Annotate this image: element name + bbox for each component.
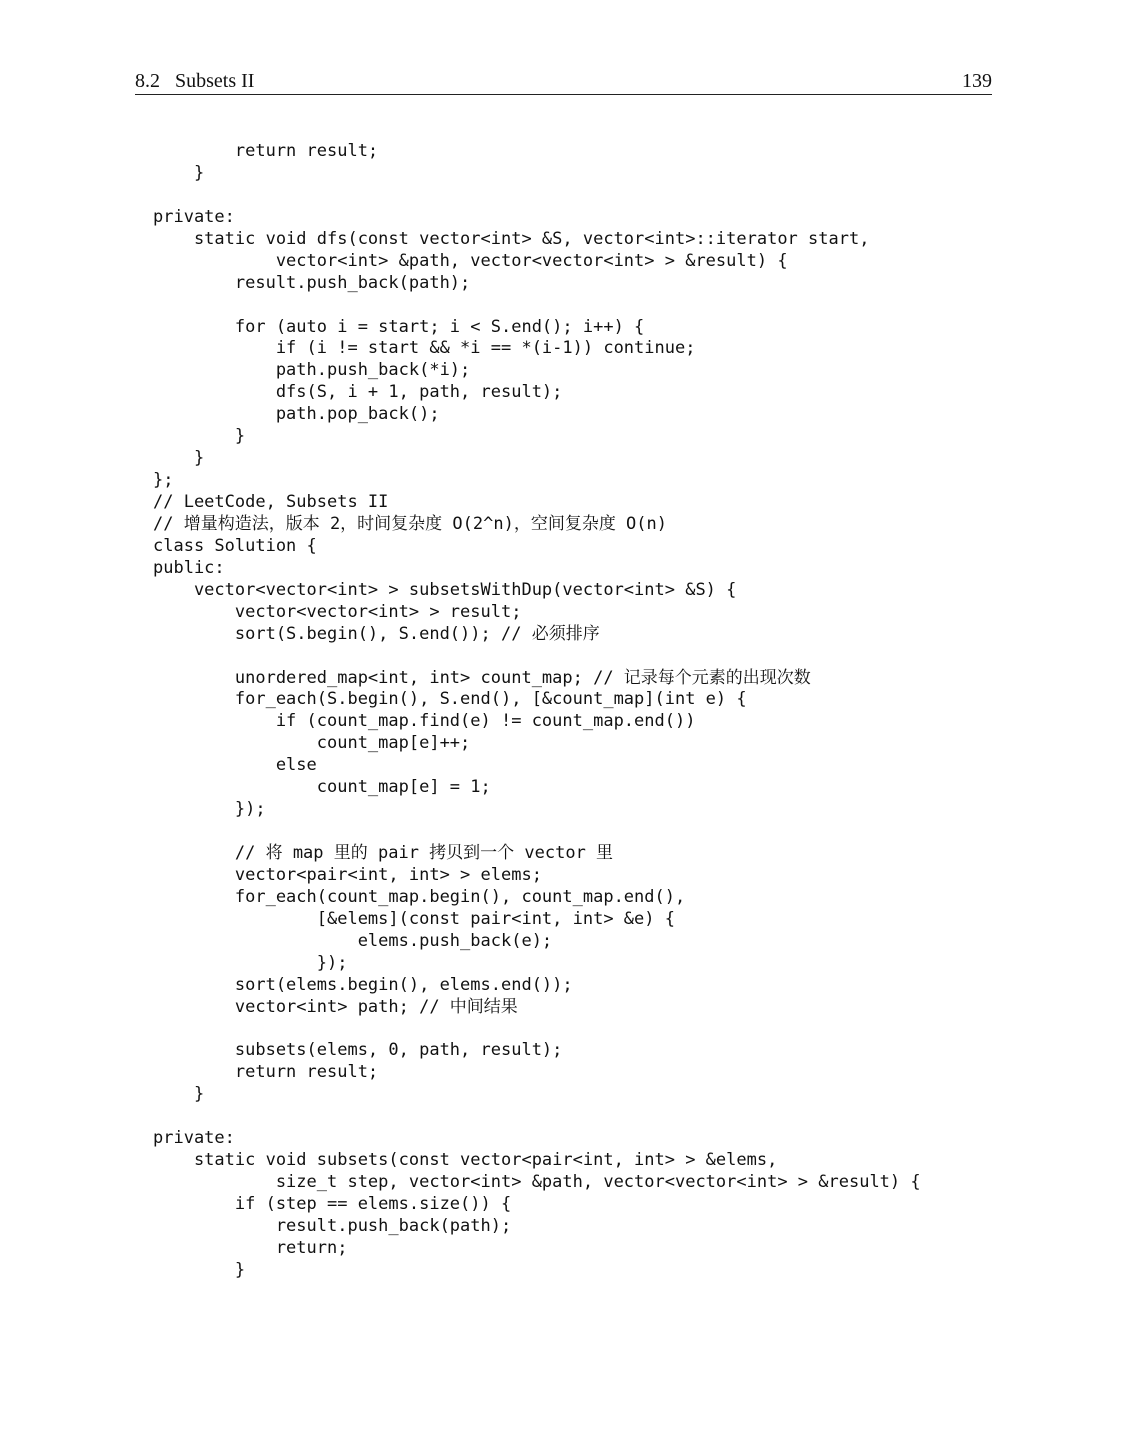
code-line: for (auto i = start; i < S.end(); i++) { <box>153 316 645 337</box>
code-line: } <box>153 448 205 469</box>
code-line: return; <box>153 1237 348 1258</box>
code-line: return result; <box>153 1062 379 1083</box>
running-header <box>135 68 992 95</box>
section-heading <box>135 70 254 93</box>
code-line <box>153 821 921 843</box>
code-line: path.push_back(*i); <box>153 360 471 381</box>
code-line <box>153 646 921 668</box>
code-line: count_map[e] = 1; <box>153 777 491 798</box>
code-line: vector<pair<int, int> > elems; <box>153 864 542 885</box>
code-line: vector<vector<int> > subsetsWithDup(vector<int> &S) { <box>153 579 737 600</box>
code-line: if (count_map.find(e) != count_map.end()) <box>153 711 696 732</box>
code-line <box>153 295 921 317</box>
code-line: }); <box>153 952 348 973</box>
code-line: if (step == elems.size()) { <box>153 1194 512 1214</box>
code-line: return result; <box>153 141 379 161</box>
code-line: }); <box>153 799 266 820</box>
code-line: class Solution { <box>153 535 317 556</box>
code-line: vector<vector<int> > result; <box>153 601 522 622</box>
code-line: size_t step, vector<int> &path, vector<vector<int> > &result) { <box>153 1172 921 1193</box>
code-line: sort(S.begin(), S.end()); // 必须排序 <box>153 623 600 644</box>
code-line: else <box>153 755 317 776</box>
code-line: // 增量构造法，版本 2，时间复杂度 O(2^n)，空间复杂度 O(n) <box>153 513 667 534</box>
code-line: static void subsets(const vector<pair<int, int> > &elems, <box>153 1150 778 1171</box>
code-line: vector<int> &path, vector<vector<int> > &result) { <box>153 250 788 271</box>
section-title: Subsets II <box>175 70 255 92</box>
code-line: result.push_back(path); <box>153 1215 512 1236</box>
code-line: vector<int> path; // 中间结果 <box>153 996 518 1017</box>
page-number: 139 <box>962 70 992 92</box>
section-number: 8.2 <box>135 70 160 92</box>
code-line: } <box>153 1259 246 1280</box>
code-line: } <box>153 426 246 447</box>
code-line <box>153 1106 921 1128</box>
code-listing <box>153 141 921 1282</box>
code-line: }; <box>153 470 174 491</box>
code-line: private: <box>153 206 235 227</box>
code-line: elems.push_back(e); <box>153 930 553 951</box>
code-line: result.push_back(path); <box>153 272 471 293</box>
code-line: dfs(S, i + 1, path, result); <box>153 382 563 403</box>
code-line: // LeetCode, Subsets II <box>153 492 389 512</box>
code-line: count_map[e]++; <box>153 733 471 754</box>
code-line: public: <box>153 557 225 578</box>
code-line: [&elems](const pair<int, int> &e) { <box>153 908 675 929</box>
code-line: private: <box>153 1128 235 1149</box>
code-line: path.pop_back(); <box>153 404 440 425</box>
code-line <box>153 185 921 207</box>
code-line: for_each(S.begin(), S.end(), [&count_map](int e) { <box>153 689 747 710</box>
code-line: } <box>153 162 205 183</box>
code-line: subsets(elems, 0, path, result); <box>153 1040 563 1061</box>
code-line: static void dfs(const vector<int> &S, vector<int>::iterator start, <box>153 228 870 249</box>
code-line: for_each(count_map.begin(), count_map.end(), <box>153 886 686 907</box>
code-line <box>153 1019 921 1041</box>
code-line: sort(elems.begin(), elems.end()); <box>153 974 573 995</box>
code-line: if (i != start && *i == *(i-1)) continue; <box>153 338 696 359</box>
code-line: // 将 map 里的 pair 拷贝到一个 vector 里 <box>153 843 614 863</box>
code-line: unordered_map<int, int> count_map; // 记录每个元素的出现次数 <box>153 667 811 688</box>
code-line: } <box>153 1084 205 1105</box>
